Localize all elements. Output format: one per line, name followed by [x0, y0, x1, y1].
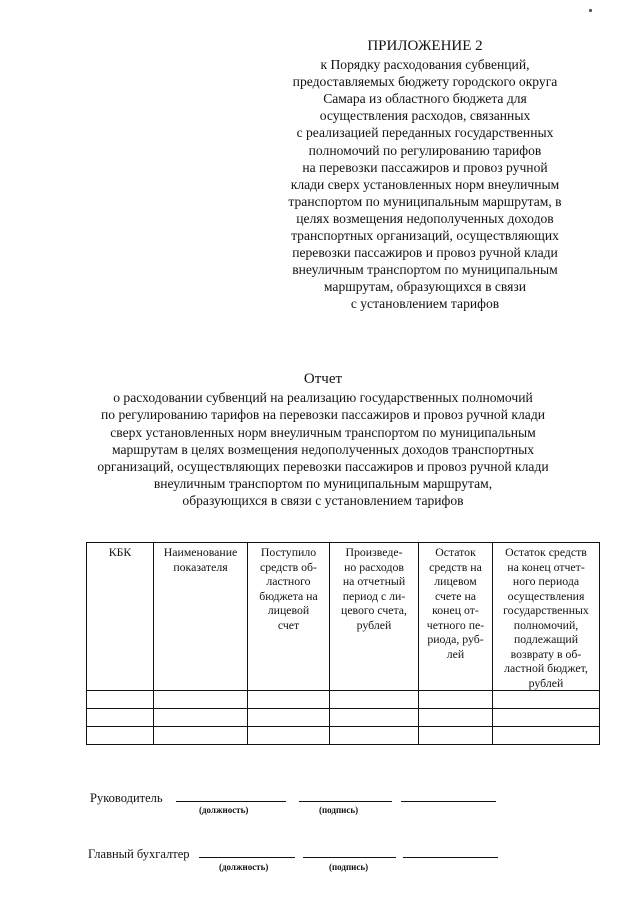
- column-header-kbk: [87, 543, 154, 691]
- column-header-line: Произведе-: [345, 545, 403, 559]
- accountant-position-line: [199, 857, 295, 858]
- column-header-line: конец от-: [432, 603, 479, 617]
- accountant-name-line: [403, 857, 498, 858]
- column-header-line: Наименование: [163, 545, 238, 559]
- table-cell: [419, 691, 493, 709]
- table-cell: [493, 727, 600, 745]
- table-cell: [493, 709, 600, 727]
- head-label: Руководитель: [90, 791, 163, 805]
- table-header-row: [87, 543, 600, 691]
- head-signature-caption: (подпись): [319, 805, 359, 815]
- column-header-line: на конец отчет-: [507, 559, 585, 574]
- table-cell: [330, 691, 419, 709]
- appendix-heading: ПРИЛОЖЕНИЕ 2: [367, 38, 483, 54]
- column-header-line: Остаток средств: [505, 545, 587, 559]
- column-header-line: рублей: [528, 675, 564, 690]
- column-header-line: риода, руб-: [427, 632, 484, 646]
- column-header-line: подлежащий: [513, 632, 579, 646]
- column-header-line: лей: [446, 646, 465, 661]
- scan-mark: [589, 9, 592, 12]
- table-cell: [248, 727, 330, 745]
- table-cell: [419, 709, 493, 727]
- report-line: по регулированию тарифов на перевозки пассажиров и провоз ручной клади: [100, 407, 546, 423]
- table-row: [87, 709, 600, 727]
- column-header-line: счете на: [434, 588, 477, 603]
- appendix-line: к Порядку расходования субвенций,: [320, 57, 530, 73]
- column-header-received-funds: [248, 543, 330, 691]
- column-header-indicator-name: [154, 543, 248, 691]
- table-cell: [154, 691, 248, 709]
- report-line: сверх установленных норм внеуличным транспортом по муниципальным: [110, 424, 536, 440]
- column-header-line: лицевом: [434, 574, 477, 588]
- table-cell: [330, 727, 419, 745]
- appendix-line: транспортом по муниципальным маршрутам, в: [288, 193, 562, 209]
- report-line: о расходовании субвенций на реализацию государственных полномочий: [113, 390, 533, 406]
- column-header-line: Остаток: [435, 545, 476, 559]
- report-line: маршрутам в целях возмещения недополученных доходов транспортных: [111, 441, 535, 457]
- report-line: организаций, осуществляющих перевозки пассажиров и провоз ручной клади: [97, 459, 549, 475]
- column-header-line: но расходов: [344, 559, 404, 574]
- appendix-line: с реализацией переданных государственных: [296, 125, 554, 141]
- appendix-line: перевозки пассажиров и провоз ручной клади: [292, 245, 558, 261]
- accountant-label: Главный бухгалтер: [88, 847, 190, 861]
- appendix-line: транспортных организаций, осуществляющих: [291, 228, 559, 244]
- column-header-line: ластного: [266, 574, 311, 588]
- table-cell: [154, 727, 248, 745]
- appendix-line: на перевозки пассажиров и провоз ручной: [302, 159, 548, 175]
- appendix-line: с установлением тарифов: [350, 296, 500, 312]
- column-header-line: средств об-: [260, 559, 317, 574]
- accountant-signature-caption: (подпись): [329, 862, 369, 872]
- column-header-line: лицевой: [267, 603, 310, 617]
- column-header-line: средств на: [429, 559, 482, 574]
- accountant-position-caption: (должность): [219, 862, 269, 872]
- column-header-line: четного пе-: [426, 617, 485, 632]
- table-cell: [330, 709, 419, 727]
- report-title-block: [60, 371, 586, 510]
- column-header-line: цевого счета,: [341, 603, 407, 617]
- column-header-account-balance: [419, 543, 493, 691]
- column-header-line: возврату в об-: [510, 646, 582, 661]
- table-cell: [493, 691, 600, 709]
- column-header-line: полномочий,: [513, 617, 579, 632]
- column-header-expenses: [330, 543, 419, 691]
- column-header-line: Поступило: [260, 545, 317, 559]
- table-cell: [87, 691, 154, 709]
- appendix-line: целях возмещения недополученных доходов: [296, 210, 554, 226]
- column-header-line: период с ли-: [342, 588, 406, 603]
- column-header-line: бюджета на: [259, 588, 318, 603]
- head-name-line: [401, 801, 496, 802]
- column-header-line: осуществления: [507, 588, 585, 603]
- column-header-line: ного периода: [512, 574, 580, 588]
- appendix-line: клади сверх установленных норм внеуличным: [290, 176, 560, 192]
- appendix-line: маршрутам, образующихся в связи: [323, 279, 527, 295]
- table-cell: [248, 709, 330, 727]
- table-cell: [87, 727, 154, 745]
- column-header-line: ластной бюджет,: [504, 661, 588, 675]
- table-cell: [419, 727, 493, 745]
- column-header-line: рублей: [356, 617, 392, 632]
- head-signature-line: [299, 801, 392, 802]
- accountant-signature-line: [303, 857, 396, 858]
- table-cell: [248, 691, 330, 709]
- appendix-line: осуществления расходов, связанных: [319, 108, 531, 124]
- appendix-block: [255, 38, 595, 313]
- column-header-line: на отчетный: [342, 574, 406, 588]
- appendix-line: Самара из областного бюджета для: [323, 91, 527, 107]
- column-header-line: государственных: [503, 603, 589, 617]
- appendix-line: внеуличным транспортом по муниципальным: [292, 262, 558, 278]
- column-header-balance-to-return: [493, 543, 600, 691]
- head-position-caption: (должность): [199, 805, 249, 815]
- table-body: [87, 691, 600, 745]
- report-table: [86, 542, 600, 745]
- appendix-line: полномочий по регулированию тарифов: [308, 142, 542, 158]
- report-line: образующихся в связи с установлением тарифов: [182, 493, 464, 509]
- appendix-line: предоставляемых бюджету городского округа: [292, 74, 558, 90]
- column-header-line: КБК: [108, 545, 132, 559]
- table-cell: [154, 709, 248, 727]
- report-line: внеуличным транспортом по муниципальным маршрутам,: [153, 476, 493, 492]
- table-cell: [87, 709, 154, 727]
- table-row: [87, 691, 600, 709]
- table-row: [87, 727, 600, 745]
- column-header-line: счет: [277, 617, 300, 632]
- column-header-line: показателя: [173, 559, 228, 574]
- head-position-line: [176, 801, 286, 802]
- report-heading: Отчет: [303, 371, 343, 387]
